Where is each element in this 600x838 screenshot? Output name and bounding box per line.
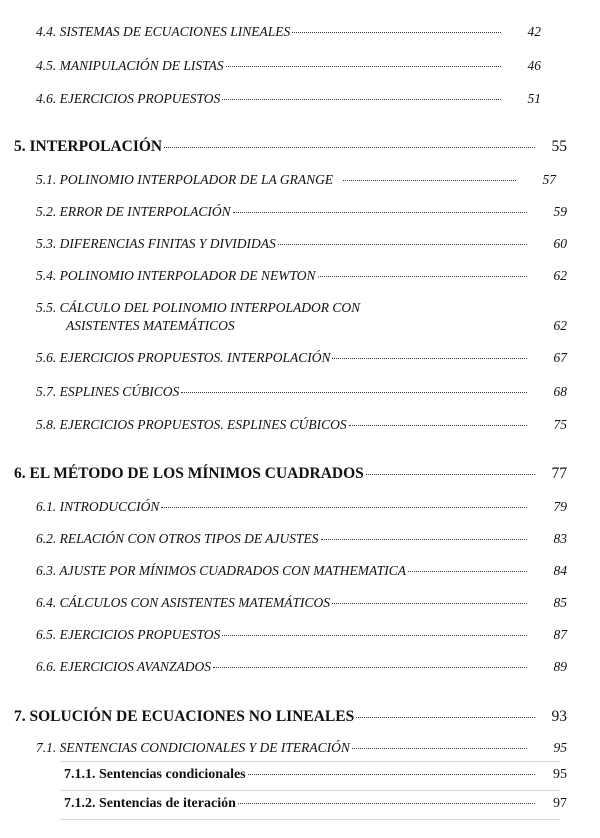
- toc-subentry[interactable]: [64, 767, 567, 783]
- toc-entry-label: 5.7. ESPLINES CÚBICOS: [36, 384, 180, 399]
- leader-dots: [278, 244, 527, 245]
- toc-entry-page: 62: [553, 268, 567, 283]
- toc-entry-page: 79: [553, 499, 567, 514]
- toc-entry[interactable]: [36, 417, 567, 433]
- leader-dots: [181, 392, 527, 393]
- leader-dots: [366, 474, 535, 475]
- toc-entry-label: 6.6. EJERCICIOS AVANZADOS: [36, 659, 212, 674]
- leader-dots: [343, 180, 516, 181]
- toc-entry[interactable]: [36, 595, 567, 611]
- toc-chapter[interactable]: [14, 708, 567, 726]
- leader-dots: [164, 147, 535, 148]
- toc-entry-label: 4.4. SISTEMAS DE ECUACIONES LINEALES: [36, 24, 291, 39]
- toc-subentry-label: 7.1.1. Sentencias condicionales: [64, 767, 246, 782]
- toc-entry-label: 7.1. SENTENCIAS CONDICIONALES Y DE ITERACIÓN: [36, 740, 350, 755]
- leader-dots: [321, 539, 527, 540]
- row-divider: [60, 761, 560, 762]
- toc-entry-label: 5.6. EJERCICIOS PROPUESTOS. INTERPOLACIÓN: [36, 350, 331, 365]
- toc-chapter[interactable]: [14, 465, 567, 483]
- toc-entry-label-line2: ASISTENTES MATEMÁTICOS: [66, 318, 235, 333]
- toc-chapter-label: 5. INTERPOLACIÓN: [14, 138, 163, 155]
- toc-entry[interactable]: [36, 58, 541, 74]
- toc-entry[interactable]: [36, 531, 567, 547]
- toc-entry[interactable]: [36, 563, 567, 579]
- toc-entry-page: 57: [542, 172, 556, 187]
- toc-chapter-page: 93: [551, 708, 567, 725]
- toc-entry[interactable]: [36, 236, 567, 252]
- row-divider: [60, 819, 560, 820]
- toc-entry-page: 95: [553, 740, 567, 755]
- toc-entry-label: 5.1. POLINOMIO INTERPOLADOR DE LA GRANGE: [36, 172, 334, 187]
- toc-entry-page: 60: [553, 236, 567, 251]
- toc-entry[interactable]: [36, 659, 567, 675]
- toc-entry[interactable]: [36, 740, 567, 756]
- row-divider: [60, 790, 560, 791]
- leader-dots: [161, 507, 527, 508]
- leader-dots: [318, 276, 528, 277]
- toc-entry-page: 87: [553, 627, 567, 642]
- toc-entry-page: 83: [553, 531, 567, 546]
- toc-subentry-label: 7.1.2. Sentencias de iteración: [64, 796, 236, 811]
- toc-entry[interactable]: [36, 350, 567, 366]
- toc-entry-label: 5.8. EJERCICIOS PROPUESTOS. ESPLINES CÚBICOS: [36, 417, 347, 432]
- toc-chapter-page: 77: [551, 465, 567, 482]
- toc-chapter-label: 6. EL MÉTODO DE LOS MÍNIMOS CUADRADOS: [14, 465, 364, 482]
- leader-dots: [213, 667, 527, 668]
- toc-chapter-label: 7. SOLUCIÓN DE ECUACIONES NO LINEALES: [14, 708, 355, 725]
- leader-dots: [226, 66, 501, 67]
- toc-entry-page: 85: [553, 595, 567, 610]
- toc-entry-label: 4.6. EJERCICIOS PROPUESTOS: [36, 91, 221, 106]
- toc-entry-label: 6.4. CÁLCULOS CON ASISTENTES MATEMÁTICOS: [36, 595, 331, 610]
- leader-dots: [222, 99, 501, 100]
- toc-entry-label: 6.2. RELACIÓN CON OTROS TIPOS DE AJUSTES: [36, 531, 319, 546]
- leader-dots: [332, 358, 527, 359]
- leader-dots: [233, 212, 527, 213]
- leader-dots: [349, 425, 527, 426]
- toc-entry-page: 42: [527, 24, 541, 39]
- leader-dots: [332, 603, 527, 604]
- toc-entry-page: 75: [553, 417, 567, 432]
- toc-entry-label: 5.2. ERROR DE INTERPOLACIÓN: [36, 204, 231, 219]
- toc-entry[interactable]: [36, 172, 556, 188]
- leader-dots: [248, 774, 535, 775]
- leader-dots: [352, 748, 527, 749]
- leader-dots: [222, 635, 527, 636]
- toc-entry-page: 62: [553, 318, 567, 333]
- toc-entry-page: 89: [553, 659, 567, 674]
- toc-entry-label-line1: 5.5. CÁLCULO DEL POLINOMIO INTERPOLADOR CON: [36, 300, 361, 315]
- toc-entry[interactable]: [36, 627, 567, 643]
- toc-entry-page: 59: [553, 204, 567, 219]
- toc-entry[interactable]: [36, 499, 567, 515]
- toc-subentry-page: 97: [553, 796, 567, 811]
- toc-subentry-page: 95: [553, 767, 567, 782]
- toc-entry-page: 46: [527, 58, 541, 73]
- toc-entry-page: 67: [553, 350, 567, 365]
- toc-chapter[interactable]: [14, 138, 567, 156]
- leader-dots: [292, 32, 501, 33]
- toc-entry[interactable]: [36, 268, 567, 284]
- toc-entry-two-line[interactable]: [36, 300, 567, 334]
- toc-chapter-page: 55: [551, 138, 567, 155]
- leader-dots: [408, 571, 527, 572]
- toc-entry-label: 5.3. DIFERENCIAS FINITAS Y DIVIDIDAS: [36, 236, 276, 251]
- toc-entry-page: 68: [553, 384, 567, 399]
- toc-entry-label: 6.5. EJERCICIOS PROPUESTOS: [36, 627, 221, 642]
- toc-entry-page: 51: [527, 91, 541, 106]
- toc-entry-label: 5.4. POLINOMIO INTERPOLADOR DE NEWTON: [36, 268, 316, 283]
- toc-entry[interactable]: [36, 91, 541, 107]
- toc-entry-label: 6.1. INTRODUCCIÓN: [36, 499, 160, 514]
- toc-entry[interactable]: [36, 24, 541, 40]
- toc-entry[interactable]: [36, 384, 567, 400]
- toc-entry-label: 4.5. MANIPULACIÓN DE LISTAS: [36, 58, 224, 73]
- leader-dots: [238, 803, 535, 804]
- leader-dots: [356, 717, 535, 718]
- toc-entry[interactable]: [36, 204, 567, 220]
- toc-entry-label: 6.3. AJUSTE POR MÍNIMOS CUADRADOS CON MATHEMATICA: [36, 563, 406, 578]
- toc-entry-page: 84: [553, 563, 567, 578]
- toc-subentry[interactable]: [64, 796, 567, 812]
